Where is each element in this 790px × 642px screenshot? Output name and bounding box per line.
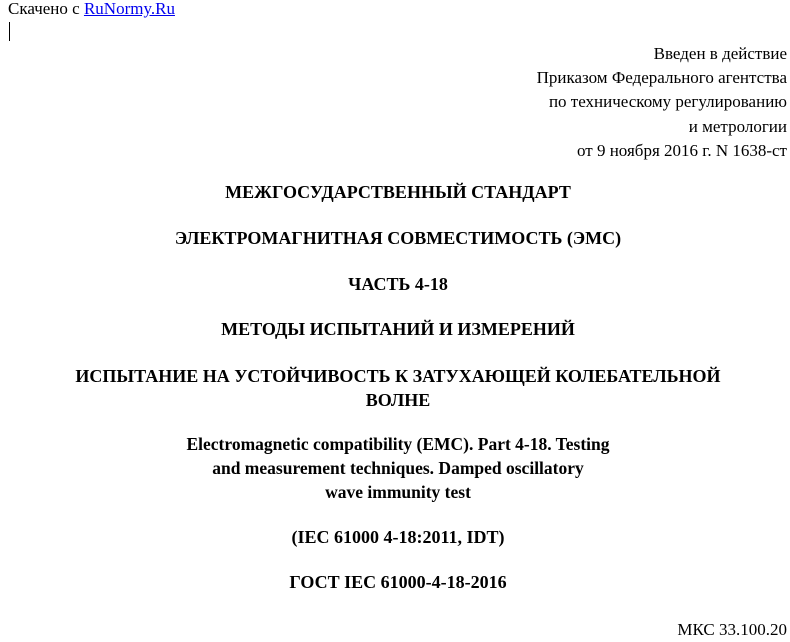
- source-link[interactable]: RuNormy.Ru: [83, 0, 175, 18]
- english-title-line: Electromagnetic compatibility (EMC). Part 4-18. Testing: [186, 434, 610, 454]
- methods-heading: МЕТОДЫ ИСПЫТАНИЙ И ИЗМЕРЕНИЙ: [221, 319, 575, 339]
- standard-type-heading: МЕЖГОСУДАРСТВЕННЫЙ СТАНДАРТ: [225, 182, 571, 202]
- approval-line: по техническому регулированию: [548, 92, 787, 112]
- test-title-line: ВОЛНЕ: [365, 390, 431, 410]
- main-title-heading: ЭЛЕКТРОМАГНИТНАЯ СОВМЕСТИМОСТЬ (ЭМС): [174, 228, 622, 248]
- english-title-line: wave immunity test: [325, 482, 471, 502]
- source-prefix: Скачено с: [8, 0, 84, 18]
- test-title-line: ИСПЫТАНИЕ НА УСТОЙЧИВОСТЬ К ЗАТУХАЮЩЕЙ КОЛЕБАТЕЛЬНОЙ: [75, 366, 721, 386]
- iec-reference: (IEC 61000 4-18:2011, IDT): [291, 527, 505, 547]
- approval-block: [537, 42, 787, 163]
- part-heading: ЧАСТЬ 4-18: [348, 274, 448, 294]
- english-title-line: and measurement techniques. Damped oscillatory: [212, 458, 584, 478]
- approval-line: Приказом Федерального агентства: [536, 68, 787, 88]
- text-cursor: [9, 22, 10, 41]
- classification-code: МКС 33.100.20: [677, 620, 787, 639]
- english-title: [0, 432, 790, 504]
- approval-line: и метрологии: [688, 116, 787, 136]
- gost-number: ГОСТ IEC 61000-4-18-2016: [289, 572, 507, 592]
- approval-line: Введен в действие: [653, 44, 787, 63]
- approval-line: от 9 ноября 2016 г. N 1638-ст: [577, 140, 787, 160]
- test-title-heading: [0, 364, 790, 412]
- source-line: [8, 0, 175, 19]
